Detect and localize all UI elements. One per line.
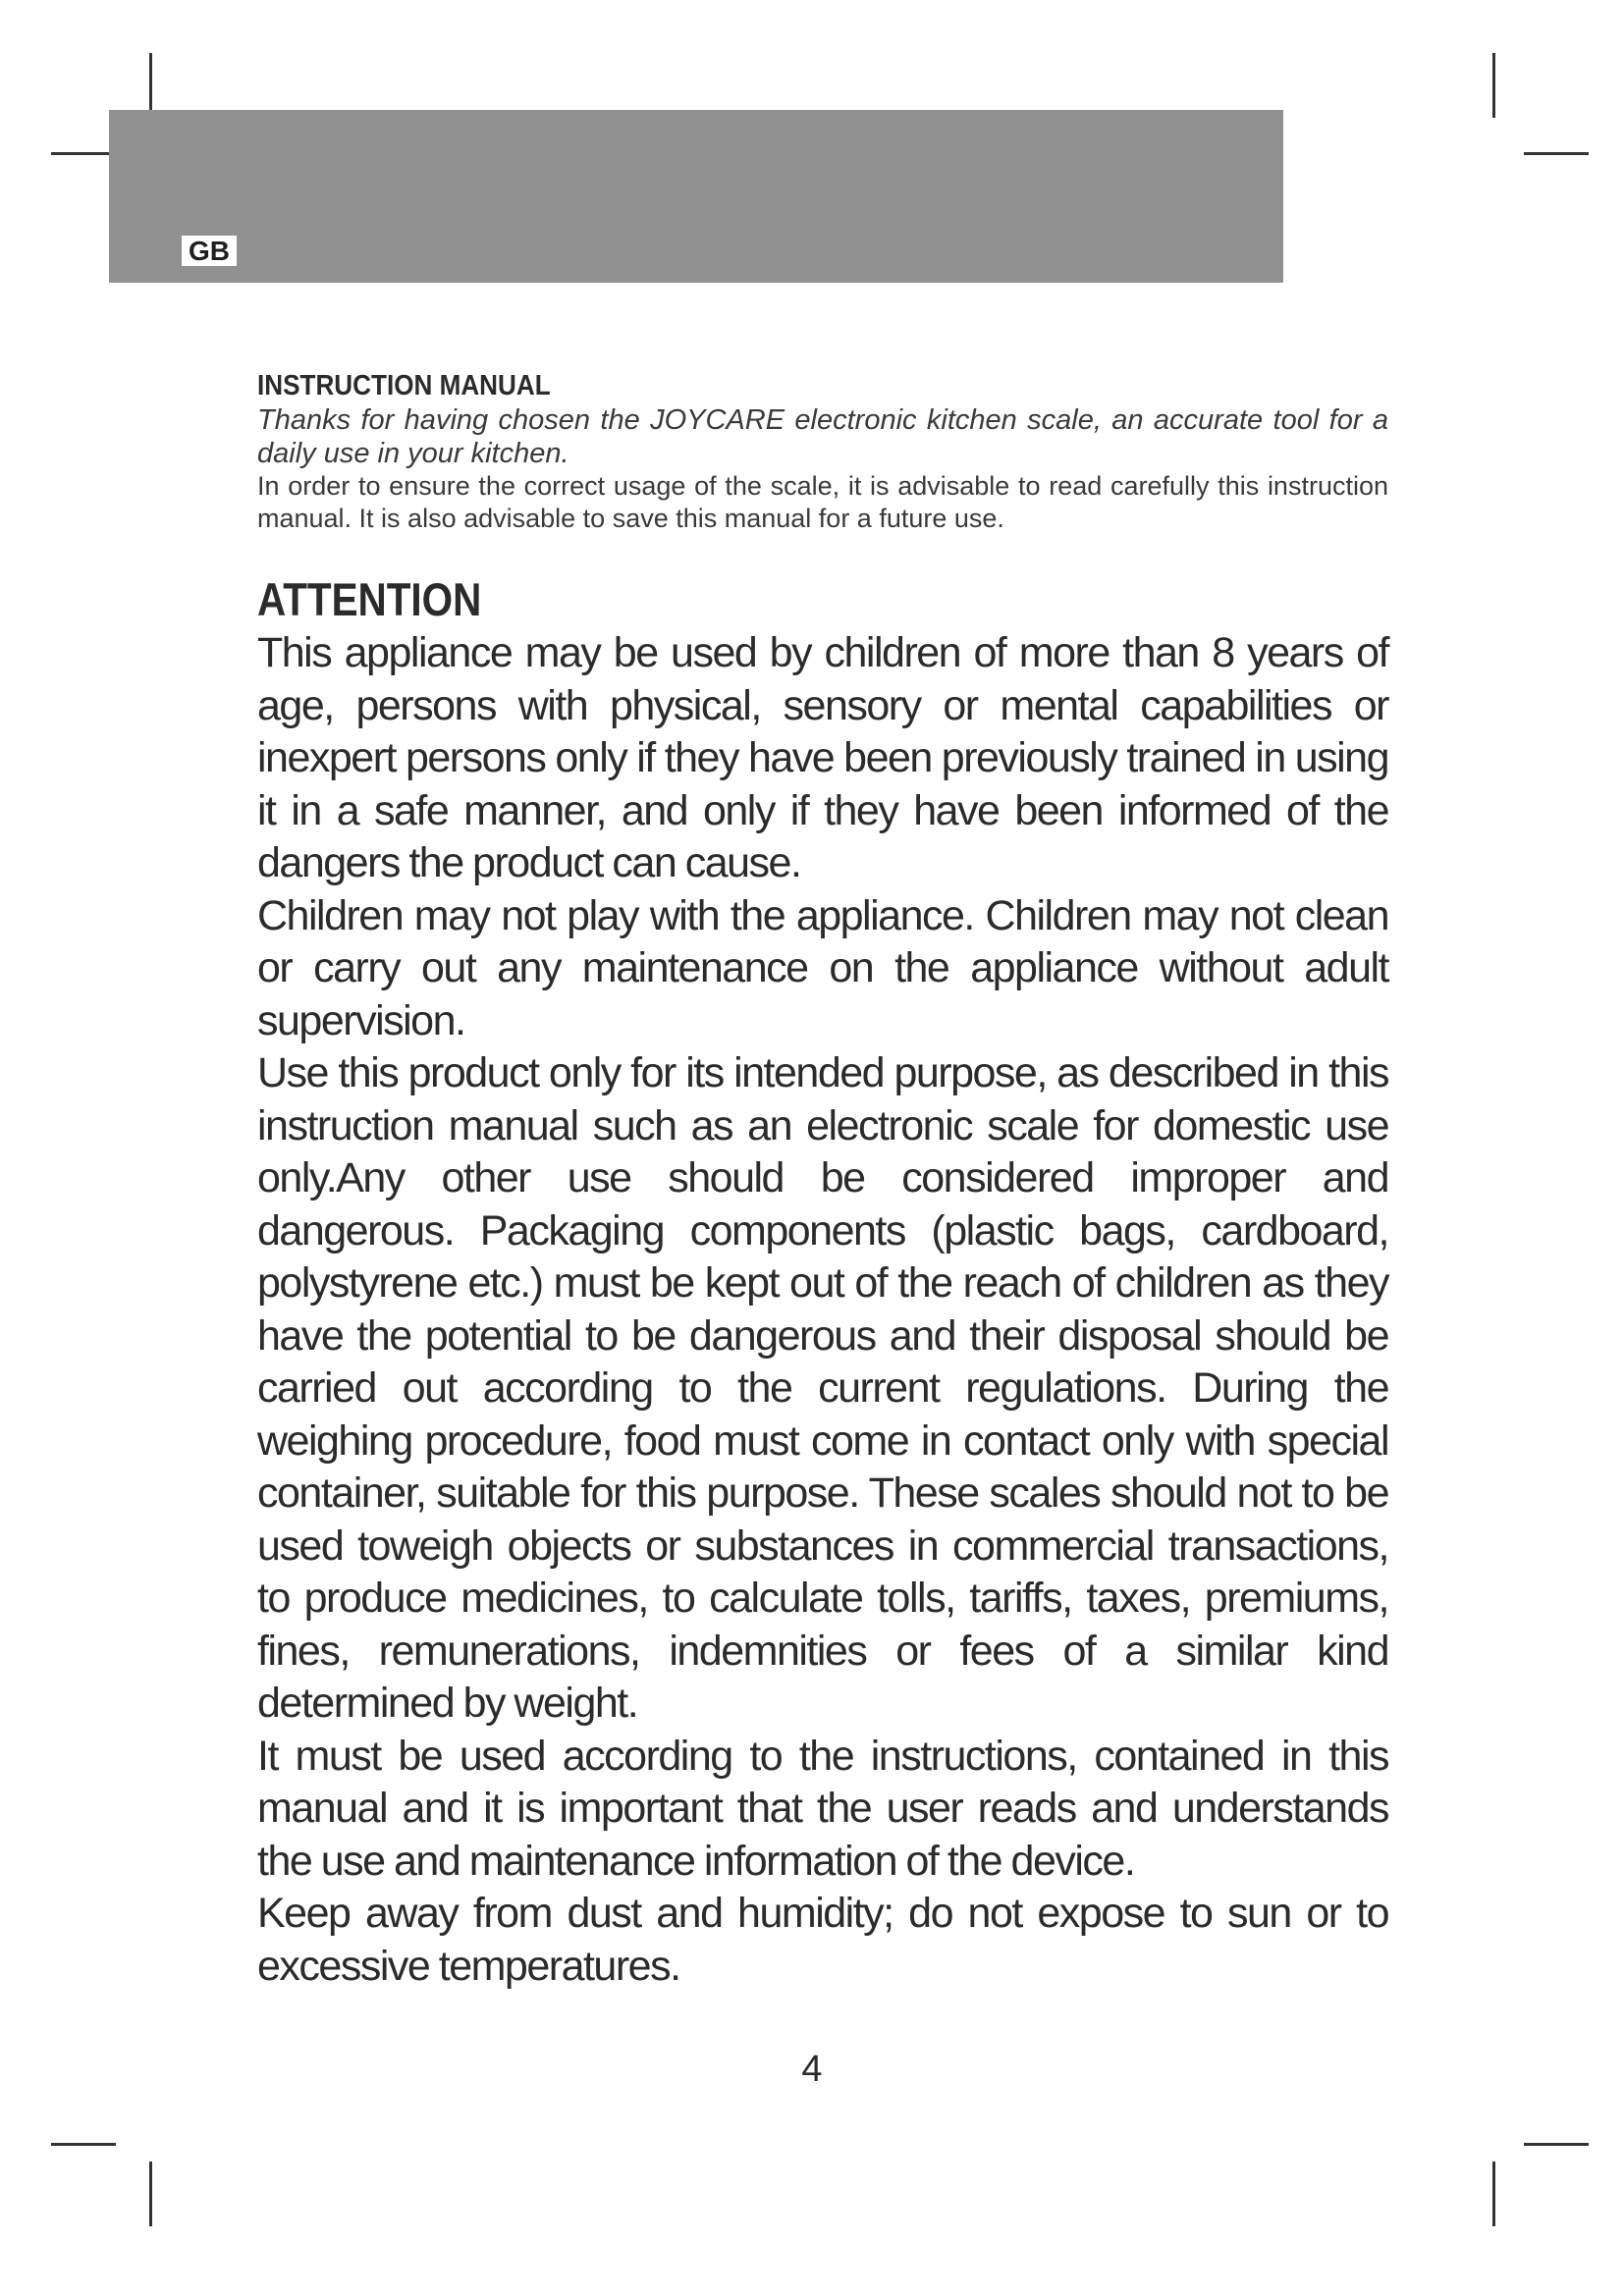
intro-thanks: Thanks for having chosen the JOYCARE electronic kitchen scale, an accurate tool for a daily use in your kitchen. xyxy=(257,404,1388,469)
attention-paragraph: It must be used according to the instructions, contained in this manual and it is important that the user reads and understands the use and maintenance information of the device. xyxy=(257,1732,1388,1885)
attention-heading: ATTENTION xyxy=(257,573,482,625)
crop-mark-bottom-right-vertical xyxy=(1492,2162,1495,2226)
crop-mark-top-right-horizontal xyxy=(1524,152,1589,155)
page-number: 4 xyxy=(801,2049,823,2090)
crop-mark-top-right-vertical xyxy=(1492,53,1495,118)
crop-mark-top-left-horizontal xyxy=(51,152,116,155)
attention-paragraph: Use this product only for its intended purpose, as described in this instruction manual such as an electronic scale for domestic use only.Any other use should be considered improper and dangerous. Packaging components (plastic bags, cardboard, polystyrene etc.) must be kept out of the reach of children as they have the potential to be dangerous and their disposal should be carried out according to the current regulations. During the weighing procedure, food must come in contact only with special container, suitable for this purpose. These scales should not to be used toweigh objects or substances in commercial transactions, to produce medicines, to calculate tolls, tariffs, taxes, premiums, fines, remunerations, indemnities or fees of a similar kind determined by weight. xyxy=(257,1049,1388,1727)
manual-title: INSTRUCTION MANUAL xyxy=(257,370,551,401)
manual-content xyxy=(257,369,1388,1993)
attention-paragraph: Keep away from dust and humidity; do not expose to sun or to excessive temperatures. xyxy=(257,1890,1388,1990)
attention-paragraph: Children may not play with the appliance. Children may not clean or carry out any maintenance on the appliance without adult supervision. xyxy=(257,891,1388,1044)
attention-paragraph: This appliance may be used by children of more than 8 years of age, persons with physical, sensory or mental capabilities or inexpert persons only if they have been previously trained in using it in a safe manner, and only if they have been informed of the dangers the product can cause. xyxy=(257,629,1388,886)
crop-mark-bottom-left-vertical xyxy=(149,2162,152,2226)
crop-mark-bottom-left-horizontal xyxy=(51,2143,116,2146)
crop-mark-bottom-right-horizontal xyxy=(1524,2143,1589,2146)
language-badge: GB xyxy=(182,236,237,266)
intro-advice: In order to ensure the correct usage of the scale, it is advisable to read carefully this instruction manual. It is also advisable to save this manual for a future use. xyxy=(257,471,1388,533)
crop-mark-top-left-vertical xyxy=(149,53,152,118)
attention-body xyxy=(257,627,1388,1993)
header-banner xyxy=(109,110,1283,283)
